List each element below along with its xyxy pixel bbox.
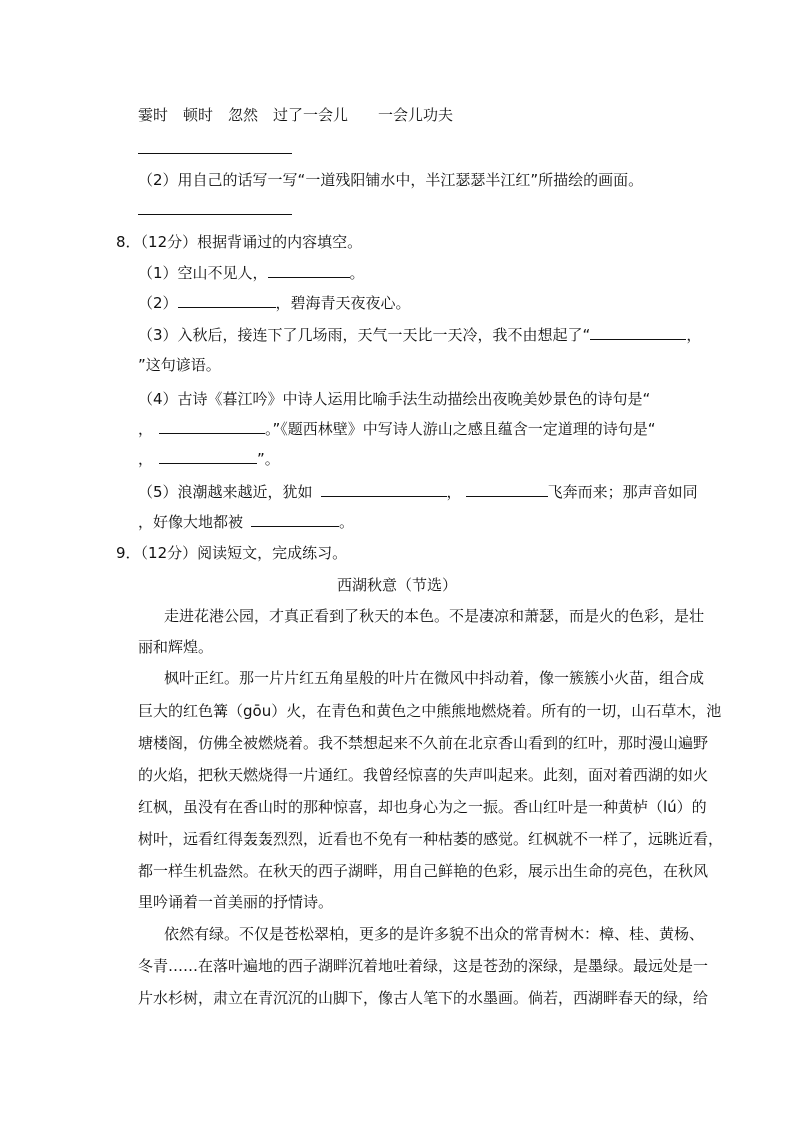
fill-item-continuation: ，好像大地都被 。 <box>138 513 355 531</box>
passage-title: 西湖秋意（节选） <box>336 576 457 594</box>
question-text: （2）用自己的话写一写“一道残阳铺水中，半江瑟瑟半江红”所描绘的画面。 <box>138 171 644 189</box>
passage-line: 的火焰，把秋天燃烧得一片通红。我曾经惊喜的失声叫起来。此刻，面对着西湖的如火 <box>138 766 709 784</box>
fill-item: （1）空山不见人， 。 <box>138 264 365 282</box>
fill-item-continuation: ， ”。 <box>138 450 280 468</box>
fill-item-continuation: ”这句谚语。 <box>138 356 221 374</box>
answer-blank[interactable] <box>159 419 265 434</box>
word-list: 霎时 顿时 忽然 过了一会儿 一会儿功夫 <box>138 106 454 124</box>
answer-blank[interactable] <box>321 482 447 497</box>
passage-line: 片水杉树，肃立在青沉沉的山脚下，像古人笔下的水墨画。倘若，西湖畔春天的绿，给 <box>138 989 709 1007</box>
fill-item: （5）浪潮越来越近，犹如 ， 飞奔而来；那声音如同 <box>138 483 698 501</box>
answer-blank[interactable] <box>159 449 257 464</box>
passage-line: 都一样生机盎然。在秋天的西子湖畔，用自己鲜艳的色彩，展示出生命的亮色，在秋风 <box>138 862 709 880</box>
passage-line: 树叶，远看红得轰轰烈烈，近看也不免有一种枯萎的感觉。红枫就不一样了，远眺近看， <box>138 830 724 848</box>
passage-line: 走进花港公园，才真正看到了秋天的本色。不是凄凉和萧瑟，而是火的色彩，是壮 <box>164 607 705 625</box>
answer-blank[interactable] <box>268 263 350 278</box>
question-heading: 8．（12分）根据背诵过的内容填空。 <box>116 233 363 251</box>
passage-line: 冬青……在落叶遍地的西子湖畔沉着地吐着绿，这是苍劲的深绿，是墨绿。最远处是一 <box>138 957 709 975</box>
passage-line: 红枫，虽没有在香山时的那种惊喜，却也身心为之一振。香山红叶是一种黄栌（lú）的 <box>138 798 707 816</box>
answer-blank[interactable] <box>251 512 339 527</box>
fill-item-continuation: ， 。”《题西林壁》中写诗人游山之感且蕴含一定道理的诗句是“ <box>138 420 656 438</box>
fill-item: （2） ，碧海青天夜夜心。 <box>138 294 411 312</box>
passage-line: 里吟诵着一首美丽的抒情诗。 <box>138 893 334 911</box>
answer-line <box>138 214 292 215</box>
passage-line: 巨大的红色篝（gōu）火，在青色和黄色之中熊熊地燃烧着。所有的一切，山石草木，池 <box>138 702 722 720</box>
passage-line: 丽和辉煌。 <box>138 638 214 656</box>
answer-line <box>138 153 292 154</box>
passage-line: 依然有绿。不仅是苍松翠柏，更多的是许多貌不出众的常青树木：樟、桂、黄杨、 <box>164 925 705 943</box>
fill-item: （3）入秋后，接连下了几场雨，天气一天比一天冷，我不由想起了“ ， <box>138 326 702 344</box>
passage-line: 枫叶正红。那一片片红五角星般的叶片在微风中抖动着，像一簇簇小火苗，组合成 <box>164 669 705 687</box>
answer-blank[interactable] <box>466 482 548 497</box>
answer-blank[interactable] <box>590 325 686 340</box>
passage-line: 塘楼阁，仿佛全被燃烧着。我不禁想起来不久前在北京香山看到的红叶，那时漫山遍野 <box>138 734 709 752</box>
fill-item: （4）古诗《暮江吟》中诗人运用比喻手法生动描绘出夜晚美妙景色的诗句是“ <box>138 390 651 408</box>
question-heading: 9．（12分）阅读短文，完成练习。 <box>116 544 348 562</box>
answer-blank[interactable] <box>178 293 276 308</box>
